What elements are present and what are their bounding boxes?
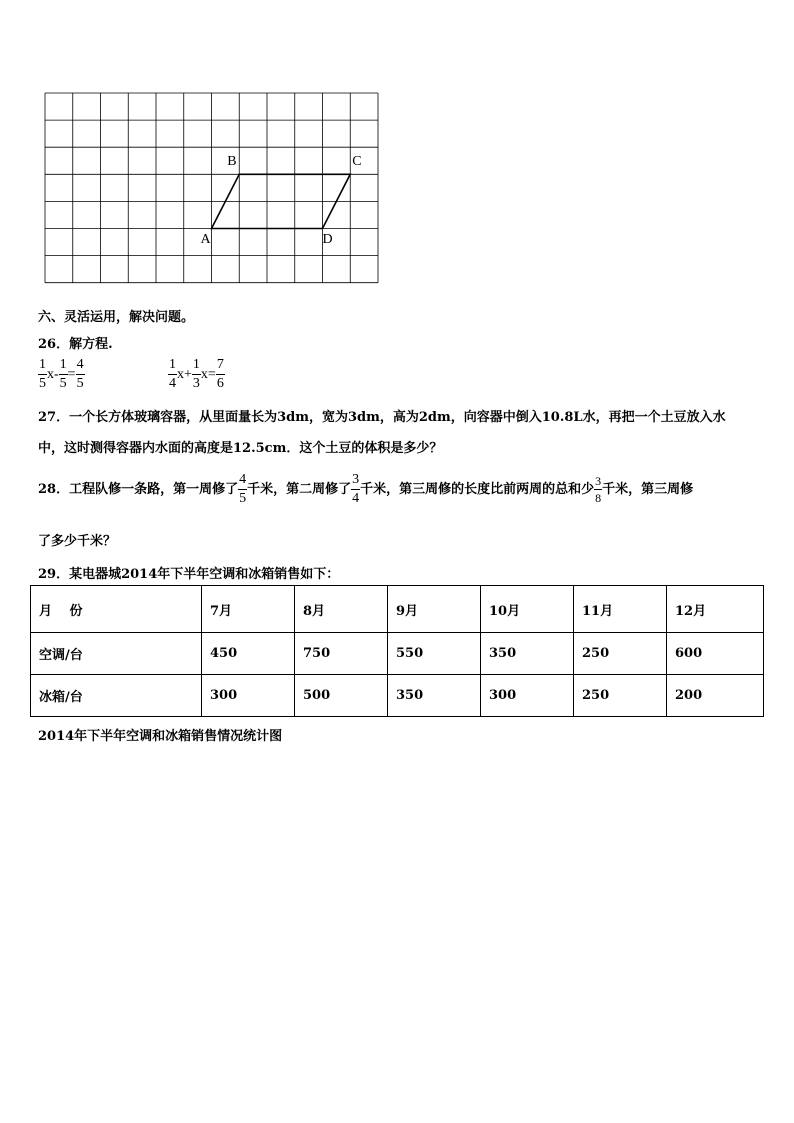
table-cell: 250 <box>574 675 667 717</box>
table-cell: 冰箱/台 <box>31 675 202 717</box>
table-cell: 750 <box>295 633 388 675</box>
point-label-d: D <box>322 231 333 247</box>
table-cell: 月 份 <box>31 586 202 633</box>
equation-1: $\frac{1}{5}$ x- $\frac{1}{5}$ = $\frac{4}{5}$ <box>39 357 84 391</box>
point-label-c: C <box>352 154 362 170</box>
q28-line-1: 28．工程队修一条路，第一周修了 $\frac{4}{5}$ 千米，第二周修了 $\frac{3}{4}$ 千米，第三周修的长度比前两周的总和少 $\frac{3}{8}$ 千米，第三周修 <box>38 472 694 506</box>
table-cell: 300 <box>202 675 295 717</box>
table-cell: 200 <box>667 675 764 717</box>
grid-lines <box>45 93 378 283</box>
table-cell: 250 <box>574 633 667 675</box>
table-cell: 8月 <box>295 586 388 633</box>
fraction: $\frac{3}{8}$ <box>595 474 602 505</box>
table-cell: 600 <box>667 633 764 675</box>
table-cell: 7月 <box>202 586 295 633</box>
table-cell: 11月 <box>574 586 667 633</box>
table-cell: 300 <box>481 675 574 717</box>
fraction: $\frac{1}{5}$ <box>39 357 46 391</box>
point-label-b: B <box>227 154 237 170</box>
q29-label: 29．某电器城2014年下半年空调和冰箱销售如下： <box>38 567 340 582</box>
fraction: $\frac{1}{4}$ <box>169 357 176 391</box>
fraction: $\frac{4}{5}$ <box>239 472 247 506</box>
q27-line-1: 27．一个长方体玻璃容器，从里面量长为3dm，宽为3dm，高为2dm，向容器中倒入10.8L水，再把一个土豆放入水 <box>38 410 726 425</box>
fraction: $\frac{3}{4}$ <box>352 472 360 506</box>
grid-figure <box>44 92 380 286</box>
table-cell: 350 <box>481 633 574 675</box>
q26-label: 26．解方程. <box>38 337 113 352</box>
section-heading: 六、灵活运用，解决问题。 <box>38 310 195 325</box>
q27-line-2: 中，这时测得容器内水面的高度是12.5cm．这个土豆的体积是多少？ <box>38 441 443 456</box>
table-cell: 9月 <box>388 586 481 633</box>
sales-table <box>30 585 764 717</box>
equation-2: $\frac{1}{4}$ x+ $\frac{1}{3}$ x= $\frac{7}{6}$ <box>169 357 224 391</box>
table-row <box>31 633 764 675</box>
q28-line-2: 了多少千米？ <box>38 534 117 549</box>
table-cell: 10月 <box>481 586 574 633</box>
table-row <box>31 675 764 717</box>
fraction: $\frac{1}{5}$ <box>59 357 67 391</box>
table-cell: 12月 <box>667 586 764 633</box>
table-cell: 450 <box>202 633 295 675</box>
fraction: $\frac{1}{3}$ <box>192 357 200 391</box>
fraction: $\frac{7}{6}$ <box>216 357 224 391</box>
table-cell: 550 <box>388 633 481 675</box>
table-header-row <box>31 586 764 633</box>
table-cell: 350 <box>388 675 481 717</box>
chart-caption: 2014年下半年空调和冰箱销售情况统计图 <box>38 729 283 744</box>
point-label-a: A <box>200 231 211 247</box>
fraction: $\frac{4}{5}$ <box>76 357 84 391</box>
table-cell: 空调/台 <box>31 633 202 675</box>
table-cell: 500 <box>295 675 388 717</box>
